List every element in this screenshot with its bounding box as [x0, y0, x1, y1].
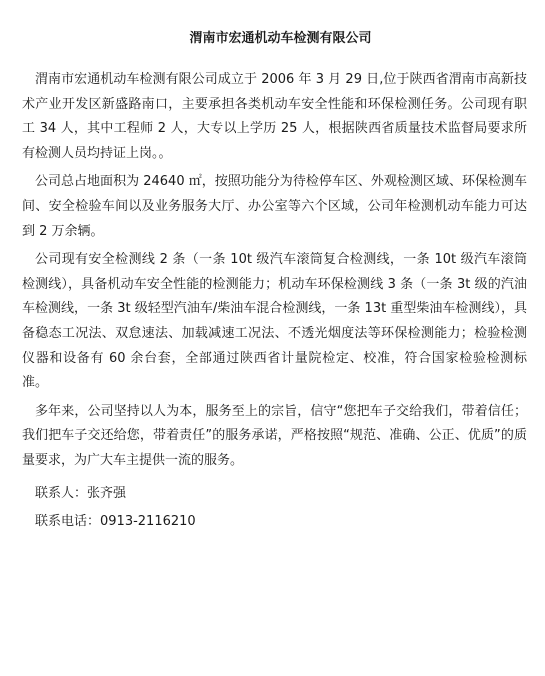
- paragraph-service-commitment: 多年来，公司坚持以人为本，服务至上的宗旨，信守“您把车子交给我们，带着信任；我们把车子交还给您，带着责任”的服务承诺，严格按照“规范、准确、公正、优质”的质量要求，为广大车主提供一流的服务。: [22, 403, 527, 468]
- paragraph-company-intro: 渭南市宏通机动车检测有限公司成立于 2006 年 3 月 29 日,位于陕西省渭南市高新技术产业开发区新盛路南口，主要承担各类机动车安全性能和环保检测任务。公司现有职工 34 人，其中工程师 2 人，大专以上学历 25 人，根据陕西省质量技术监督局要求所有检测人员均持证上岗。。: [22, 72, 527, 161]
- paragraph-facility-area: 公司总占地面积为 24640 ㎡，按照功能分为待检停车区、外观检测区域、环保检测车间、安全检验车间以及业务服务大厅、办公室等六个区域，公司年检测机动车能力可达到 2 万余辆。: [22, 174, 527, 239]
- contact-person: 联系人：张齐强: [35, 485, 127, 501]
- document-title: 渭南市宏通机动车检测有限公司: [189, 31, 372, 46]
- paragraph-test-lines: 公司现有安全检测线 2 条（一条 10t 级汽车滚筒复合检测线，一条 10t 级汽车滚筒检测线），具备机动车安全性能的检测能力；机动车环保检测线 3 条（一条 3t 级的汽油车检测线，一条 3t 级轻型汽油车/柴油车混合检测线，一条 13t 重型柴油车检测线），具备稳态工况法、双怠速法、加载减速工况法、不透光烟度法等环保检测能力；检验检测仪器和设备有 60 余台套，全部通过陕西省计量院检定、校准，符合国家检验检测标准。: [22, 252, 527, 391]
- contact-phone: 联系电话：0913-2116210: [35, 513, 196, 529]
